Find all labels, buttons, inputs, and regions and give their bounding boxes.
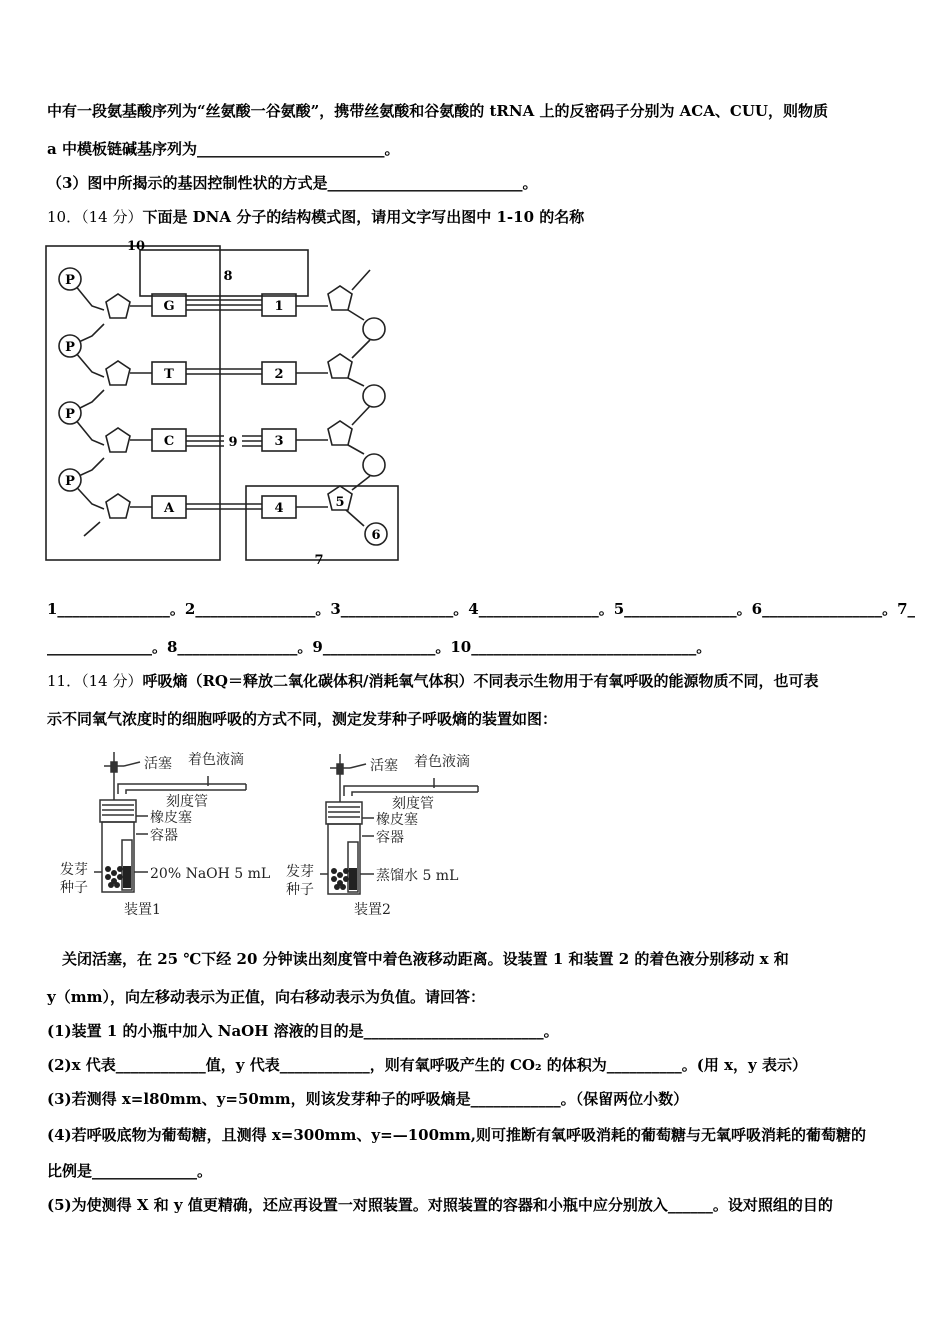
sugar-left-3 [106, 428, 130, 452]
label-rubber: 橡皮塞 [376, 812, 418, 828]
label-8: 8 [223, 269, 233, 284]
label-5: 5 [335, 495, 345, 510]
dna-structure-diagram [40, 236, 410, 570]
label-rubber: 橡皮塞 [150, 810, 192, 826]
phosphate-label: P [65, 340, 75, 355]
q11-sub4-line1: (4)若呼吸底物为葡萄糖，且测得 x=300mm、y=—100mm,则可推断有氧呼吸消耗的葡萄糖与无氧呼吸消耗的葡萄糖的 [47, 1126, 866, 1144]
label-10: 10 [126, 239, 146, 254]
base-right-3: 3 [274, 434, 284, 449]
q10-text: 下面是 DNA 分子的结构模式图，请用文字写出图中 1-10 的名称 [142, 208, 585, 226]
device-1 [60, 751, 270, 918]
label-seed: 发芽 [60, 862, 88, 878]
phosphate-label: P [65, 474, 75, 489]
caption-device-2: 装置2 [354, 902, 391, 918]
q10-question [47, 206, 910, 228]
q11-sub5: (5)为使测得 X 和 y 值更精确，还应再设置一对照装置。对照装置的容器和小瓶中应分别放入______。设对照组的目的 [47, 1196, 833, 1214]
base-left-2: T [164, 367, 174, 382]
phosphate-label: P [65, 407, 75, 422]
q11-sub2: (2)x 代表____________值，y 代表____________，则有氧呼吸产生的 CO₂ 的体积为__________。(用 x，y 表示） [47, 1056, 807, 1074]
label-7: 7 [314, 553, 324, 568]
label-stopcock: 活塞 [370, 758, 398, 774]
label-droplet: 着色液滴 [188, 752, 244, 768]
q9-answer-line: a 中模板链碱基序列为_________________________。 [47, 140, 400, 158]
q11-para2: y（mm），向左移动表示为正值，向右移动表示为负值。请回答： [47, 988, 485, 1006]
sugar-left-2 [106, 361, 130, 385]
q11-sub1: (1)装置 1 的小瓶中加入 NaOH 溶液的目的是________________________。 [47, 1022, 559, 1040]
label-stopcock: 活塞 [144, 756, 172, 772]
sugar-right-2 [328, 354, 352, 378]
respiration-apparatus-figure [56, 744, 496, 924]
sugar-left-1 [106, 294, 130, 318]
sugar-right-3 [328, 421, 352, 445]
label-seed: 种子 [60, 880, 88, 896]
label-seed: 发芽 [286, 864, 314, 880]
q11-question-line1 [47, 670, 910, 692]
label-seed: 种子 [286, 882, 314, 898]
label-tube: 刻度管 [166, 794, 208, 810]
label-tube: 刻度管 [392, 796, 434, 812]
q11-para1: 关闭活塞，在 25 ℃下经 20 分钟读出刻度管中着色液移动距离。设装置 1 和装置 2 的着色液分别移动 x 和 [62, 950, 789, 968]
label-liquid: 蒸馏水 5 mL [376, 868, 459, 884]
phosphate-label: P [65, 273, 75, 288]
label-container: 容器 [150, 828, 178, 844]
base-left-1: G [163, 299, 175, 314]
q9-text-line1: 中有一段氨基酸序列为“丝氨酸一谷氨酸”，携带丝氨酸和谷氨酸的 tRNA 上的反密码子分别为 ACA、CUU，则物质 [47, 102, 828, 120]
q9-sub3: （3）图中所揭示的基因控制性状的方式是__________________________。 [47, 174, 538, 192]
q11-number: 11．（14 分） [47, 672, 143, 690]
q11-question-line2: 示不同氧气浓度时的细胞呼吸的方式不同，测定发芽种子呼吸熵的装置如图： [47, 710, 558, 728]
q10-answer-line1: 1_______________。2________________。3_______________。4________________。5_______________。6________________。7_ [47, 600, 916, 618]
label-container: 容器 [376, 830, 404, 846]
q10-number: 10．（14 分） [47, 208, 143, 226]
label-droplet: 着色液滴 [414, 754, 470, 770]
q11-sub4-line2: 比例是______________。 [47, 1162, 213, 1180]
q11-sub3: (3)若测得 x=l80mm、y=50mm，则该发芽种子的呼吸熵是____________。（保留两位小数） [47, 1090, 689, 1108]
base-left-3: C [163, 434, 175, 449]
sugar-right-1 [328, 286, 352, 310]
base-right-1: 1 [274, 299, 284, 314]
base-right-4: 4 [274, 501, 284, 516]
device-2 [286, 753, 478, 918]
q11-text1: 呼吸熵（RQ＝释放二氧化碳体积/消耗氧气体积）不同表示生物用于有氧呼吸的能源物质不同，也可表 [142, 672, 819, 690]
label-liquid: 20% NaOH 5 mL [150, 866, 271, 882]
caption-device-1: 装置1 [124, 902, 161, 918]
q10-answer-line2: ______________。8________________。9_______________。10______________________________。 [47, 638, 712, 656]
sugar-left-4 [106, 494, 130, 518]
label-6: 6 [371, 528, 381, 543]
base-right-2: 2 [274, 367, 284, 382]
base-left-4: A [163, 501, 175, 516]
label-9: 9 [228, 435, 238, 450]
